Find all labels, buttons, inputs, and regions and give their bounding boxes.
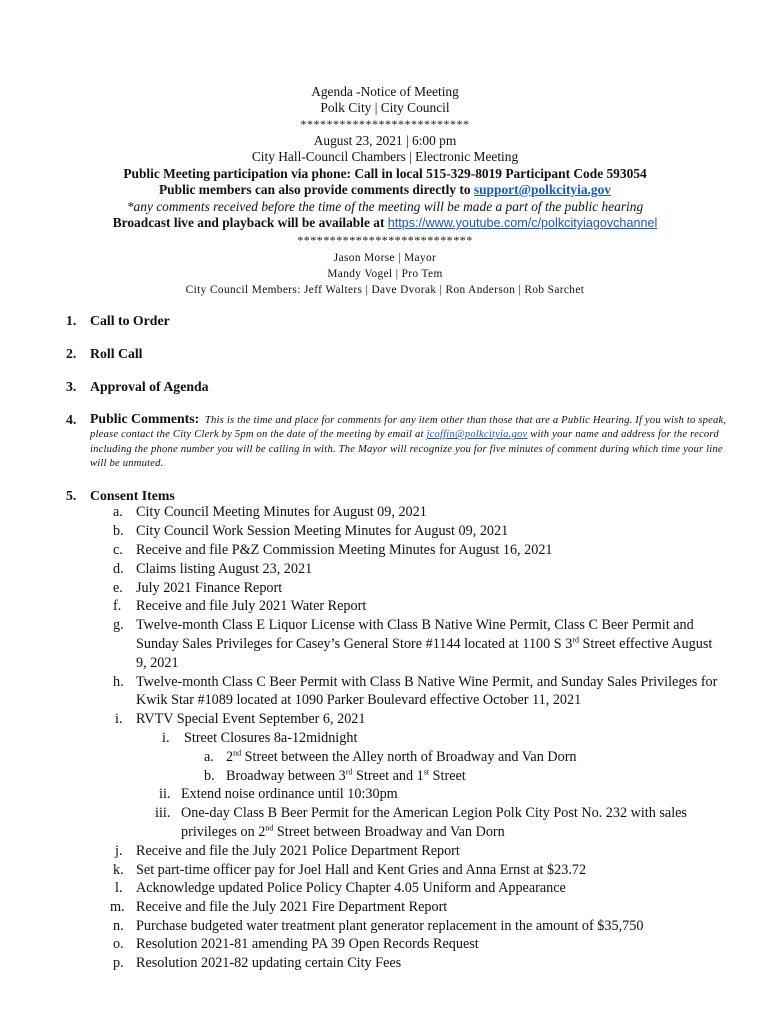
broadcast-prefix: Broadcast live and playback will be available at (112, 215, 388, 230)
consent-label-j: j. (115, 843, 123, 859)
ordinal-suffix: rd (345, 767, 353, 777)
ordinal-suffix: st (423, 767, 430, 777)
clerk-email-link[interactable]: jcoffin@polkcityia.gov (426, 429, 528, 441)
public-comments-paragraph (90, 412, 730, 472)
sub-label-i-iii: iii. (155, 805, 171, 821)
consent-item-f: Receive and file July 2021 Water Report (136, 598, 367, 614)
consent-label-c: c. (113, 542, 123, 558)
consent-label-p: p. (113, 955, 124, 971)
consent-item-j: Receive and file the July 2021 Police Department Report (136, 843, 460, 859)
consent-item-h-line1: Twelve-month Class C Beer Permit with Class B Native Wine Permit, and Sunday Sales Privileges for (136, 674, 718, 690)
text-part: Street between the Alley north of Broadway and Van Dorn (241, 749, 577, 765)
item-label: Call to Order (90, 313, 170, 328)
consent-item-a: City Council Meeting Minutes for August 09, 2021 (136, 504, 427, 520)
consent-item-p: Resolution 2021-82 updating certain City Fees (136, 955, 402, 971)
consent-item-l: Acknowledge updated Police Policy Chapter 4.05 Uniform and Appearance (136, 880, 566, 896)
consent-label-g: g. (113, 617, 124, 633)
meeting-location: City Hall-Council Chambers | Electronic Meeting (251, 149, 519, 164)
agenda-item-call-to-order (66, 313, 170, 329)
item-label: Approval of Agenda (90, 379, 209, 394)
text-part: Street (429, 768, 466, 784)
sub-sub-label-b: b. (204, 768, 215, 784)
public-comments-text-2: with your name and address for the record including the phone number you will be calling in with. The Mayor will recognize you for five minutes of comment during which time your line will be unmuted. (90, 429, 723, 470)
item-number: 3. (66, 379, 77, 394)
agenda-item-roll-call (66, 346, 143, 362)
sub-item-street-closures: Street Closures 8a-12midnight (184, 730, 358, 746)
consent-label-f: f. (113, 598, 122, 614)
meeting-date: August 23, 2021 | 6:00 pm (313, 133, 457, 148)
agenda-item-approval (66, 379, 209, 395)
consent-item-m: Receive and file the July 2021 Fire Department Report (136, 899, 448, 915)
separator-stars-2: *************************** (297, 233, 473, 247)
consent-label-b: b. (113, 523, 124, 539)
consent-label-n: n. (113, 918, 124, 934)
consent-item-b: City Council Work Session Meeting Minutes for August 09, 2021 (136, 523, 509, 539)
agenda-item-public-comments-number (66, 412, 90, 428)
sub-sub-label-a: a. (204, 749, 214, 765)
text-part: Street between Broadway and Van Dorn (273, 824, 505, 840)
youtube-channel-link[interactable]: https://www.youtube.com/c/polkcityiagovchannel (387, 216, 658, 230)
ordinal-suffix: nd (265, 823, 274, 833)
sub-item-beer-permit-line2 (181, 823, 505, 842)
ordinal-suffix: nd (233, 748, 242, 758)
consent-label-d: d. (113, 561, 124, 577)
item-number: 5. (66, 488, 77, 503)
sub-sub-item-2nd-street (226, 748, 577, 767)
consent-item-e: July 2021 Finance Report (136, 580, 283, 596)
item-number: 1. (66, 313, 77, 328)
consent-item-g-line1: Twelve-month Class E Liquor License with Class B Native Wine Permit, Class C Beer Permit and (136, 617, 694, 633)
item-label: Consent Items (90, 488, 175, 503)
consent-label-e: e. (113, 580, 123, 596)
consent-label-h: h. (113, 674, 124, 690)
support-email-link[interactable]: support@polkcityia.gov (473, 182, 611, 197)
consent-item-c: Receive and file P&Z Commission Meeting Minutes for August 16, 2021 (136, 542, 553, 558)
ordinal-suffix: rd (572, 635, 579, 645)
pro-tem-line: Mandy Vogel | Pro Tem (327, 268, 443, 280)
consent-label-k: k. (113, 862, 124, 878)
text-part: privileges on 2 (181, 824, 266, 840)
sub-sub-item-broadway (226, 767, 466, 786)
consent-item-k: Set part-time officer pay for Joel Hall and Kent Gries and Anna Ernst at $23.72 (136, 862, 587, 878)
consent-label-a: a. (113, 504, 123, 520)
comments-note: *any comments received before the time of the meeting will be made a part of the public hearing (126, 199, 644, 214)
item-number: 2. (66, 346, 77, 361)
item-number: 4. (66, 412, 77, 427)
text-part: 2 (226, 749, 234, 765)
consent-label-l: l. (115, 880, 123, 896)
consent-label-o: o. (113, 936, 124, 952)
item-label: Public Comments: (90, 411, 200, 426)
sub-item-beer-permit-line1: One-day Class B Beer Permit for the American Legion Polk City Post No. 232 with sales (181, 805, 687, 821)
item-label: Roll Call (90, 346, 143, 361)
consent-item-n: Purchase budgeted water treatment plant generator replacement in the amount of $35,750 (136, 918, 644, 934)
agenda-item-consent (66, 488, 175, 504)
consent-item-o: Resolution 2021-81 amending PA 39 Open Records Request (136, 936, 479, 952)
council-members-line: City Council Members: Jeff Walters | Dave Dvorak | Ron Anderson | Rob Sarchet (185, 284, 585, 296)
mayor-line: Jason Morse | Mayor (333, 252, 437, 264)
separator-stars: ************************** (300, 117, 470, 131)
text-part: Street and 1 (352, 768, 424, 784)
consent-item-g-line3: 9, 2021 (136, 655, 179, 671)
consent-label-i: i. (115, 711, 123, 727)
consent-item-d: Claims listing August 23, 2021 (136, 561, 313, 577)
text-part: Broadway between 3 (226, 768, 346, 784)
sub-item-noise-ordinance: Extend noise ordinance until 10:30pm (181, 786, 398, 802)
text-part: Street effective August (578, 636, 713, 652)
phone-participation: Public Meeting participation via phone: Call in local 515-329-8019 Participant Code 593054 (123, 166, 647, 181)
comments-prefix: Public members can also provide comments directly to (159, 182, 474, 197)
consent-label-m: m. (110, 899, 125, 915)
comments-line (0, 182, 770, 198)
broadcast-line (0, 215, 770, 231)
consent-item-g-line2 (136, 635, 712, 654)
agenda-title: Agenda -Notice of Meeting (311, 84, 459, 99)
consent-item-i: RVTV Special Event September 6, 2021 (136, 711, 366, 727)
consent-item-h-line2: Kwik Star #1089 located at 1090 Parker Boulevard effective October 11, 2021 (136, 692, 582, 708)
governing-body: Polk City | City Council (320, 100, 450, 115)
text-part: Sunday Sales Privileges for Casey’s General Store #1144 located at 1100 S 3 (136, 636, 573, 652)
sub-label-i-ii: ii. (159, 786, 171, 802)
public-comments-text-1: This is the time and place for comments for any item other than those that are a Public Hearing. If you wish to speak, please contact the City Clerk by 5pm on the date of the meeting by email at (90, 415, 727, 441)
sub-label-i-i: i. (162, 730, 170, 746)
